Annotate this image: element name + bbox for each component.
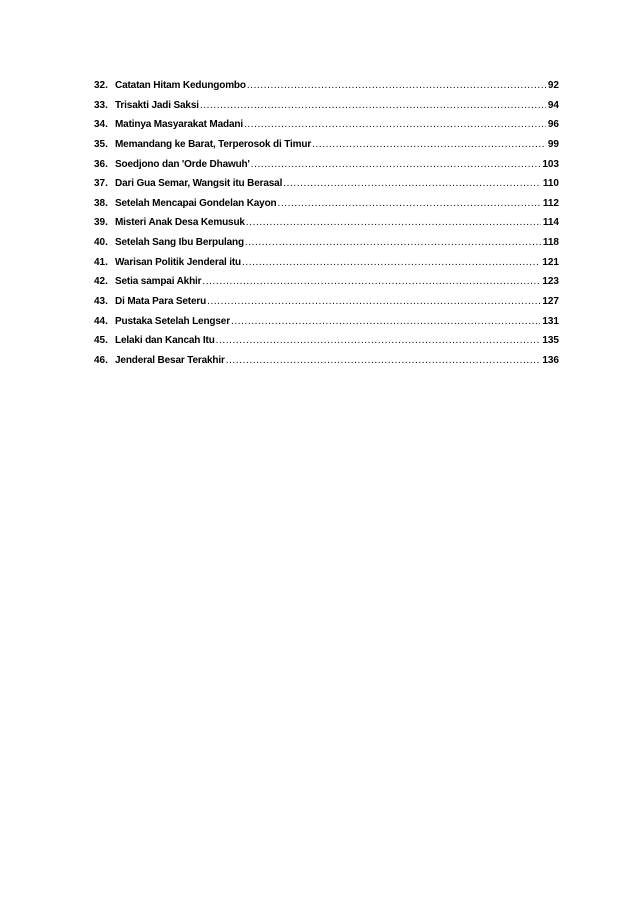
- toc-entry-page: 136: [542, 354, 559, 366]
- toc-entry-number: 40.: [94, 237, 108, 249]
- toc-dot-leader: [251, 155, 541, 175]
- toc-entry-title: Setia sampai Akhir: [115, 276, 202, 288]
- toc-entry-page: 96: [547, 119, 559, 131]
- toc-entry: [94, 331, 559, 351]
- toc-entry-title: Pustaka Setelah Lengser: [115, 315, 230, 327]
- toc-entry-number: 34.: [94, 119, 108, 131]
- toc-entry: [94, 213, 559, 233]
- toc-entry-number: 37.: [94, 178, 108, 190]
- toc-entry-page: 99: [547, 138, 559, 150]
- toc-entry: [94, 272, 559, 292]
- toc-entry-title: Trisakti Jadi Saksi: [115, 99, 199, 111]
- toc-entry: [94, 76, 559, 96]
- toc-entry-title: Dari Gua Semar, Wangsit itu Berasal: [115, 178, 283, 190]
- toc-dot-leader: [202, 272, 540, 292]
- toc-entry-page: 112: [542, 197, 559, 209]
- toc-entry-number: 45.: [94, 335, 108, 347]
- toc-entry-title: Soedjono dan 'Orde Dhawuh': [115, 158, 250, 170]
- toc-entry-title: Misteri Anak Desa Kemusuk: [115, 217, 245, 229]
- toc-entry-title: Di Mata Para Seteru: [115, 296, 207, 308]
- toc-entry-title: Matinya Masyarakat Madani: [115, 119, 243, 131]
- toc-entry-title: Memandang ke Barat, Terperosok di Timur: [115, 138, 312, 150]
- toc-entry: [94, 96, 559, 116]
- toc-entry: [94, 233, 559, 253]
- toc-entry: [94, 351, 559, 371]
- toc-entry: [94, 312, 559, 332]
- toc-dot-leader: [246, 213, 541, 233]
- toc-dot-leader: [247, 76, 546, 96]
- toc-entry-number: 35.: [94, 138, 108, 150]
- toc-entry-title: Setelah Mencapai Gondelan Kayon: [115, 197, 277, 209]
- toc-entry: [94, 194, 559, 214]
- toc-entry-page: 127: [542, 296, 559, 308]
- toc-entry-title: Catatan Hitam Kedungombo: [115, 80, 246, 91]
- toc-entry: [94, 155, 559, 175]
- toc-dot-leader: [231, 312, 540, 332]
- toc-dot-leader: [244, 115, 546, 135]
- toc-dot-leader: [283, 174, 541, 194]
- toc-dot-leader: [245, 233, 541, 253]
- toc-dot-leader: [278, 194, 541, 214]
- toc-entry-title: Setelah Sang Ibu Berpulang: [115, 237, 244, 249]
- toc-dot-leader: [312, 135, 546, 155]
- toc-entry: [94, 253, 559, 273]
- toc-entry-page: 121: [542, 256, 559, 268]
- toc-entry-number: 44.: [94, 315, 108, 327]
- toc-entry: [94, 174, 559, 194]
- toc-dot-leader: [216, 331, 541, 351]
- toc-entry: [94, 292, 559, 312]
- toc-entry-number: 39.: [94, 217, 108, 229]
- toc-entry-page: 92: [547, 80, 559, 91]
- toc-entry-page: 123: [542, 276, 559, 288]
- toc-entry-page: 114: [542, 217, 559, 229]
- toc-entry-page: 118: [542, 237, 559, 249]
- toc-entry-page: 131: [542, 315, 559, 327]
- toc-entry-number: 33.: [94, 99, 108, 111]
- toc-entry: [94, 115, 559, 135]
- toc-entry-number: 36.: [94, 158, 108, 170]
- toc-entry-page: 135: [542, 335, 559, 347]
- toc-entry-number: 38.: [94, 197, 108, 209]
- toc-entry-page: 103: [542, 158, 559, 170]
- toc-dot-leader: [242, 253, 540, 273]
- toc-entry-page: 94: [547, 99, 559, 111]
- toc-entry-number: 46.: [94, 354, 108, 366]
- toc-dot-leader: [207, 292, 540, 312]
- toc-entry-title: Jenderal Besar Terakhir: [115, 354, 225, 366]
- toc-entry-title: Lelaki dan Kancah Itu: [115, 335, 215, 347]
- toc-entry-title: Warisan Politik Jenderal itu: [115, 256, 242, 268]
- toc-entry-page: 110: [542, 178, 559, 190]
- toc-entry: [94, 135, 559, 155]
- toc-dot-leader: [226, 351, 541, 371]
- table-of-contents: [94, 76, 559, 371]
- toc-entry-number: 43.: [94, 296, 108, 308]
- toc-entry-number: 41.: [94, 256, 108, 268]
- toc-entry-number: 42.: [94, 276, 108, 288]
- toc-dot-leader: [200, 96, 546, 116]
- toc-entry-number: 32.: [94, 80, 108, 91]
